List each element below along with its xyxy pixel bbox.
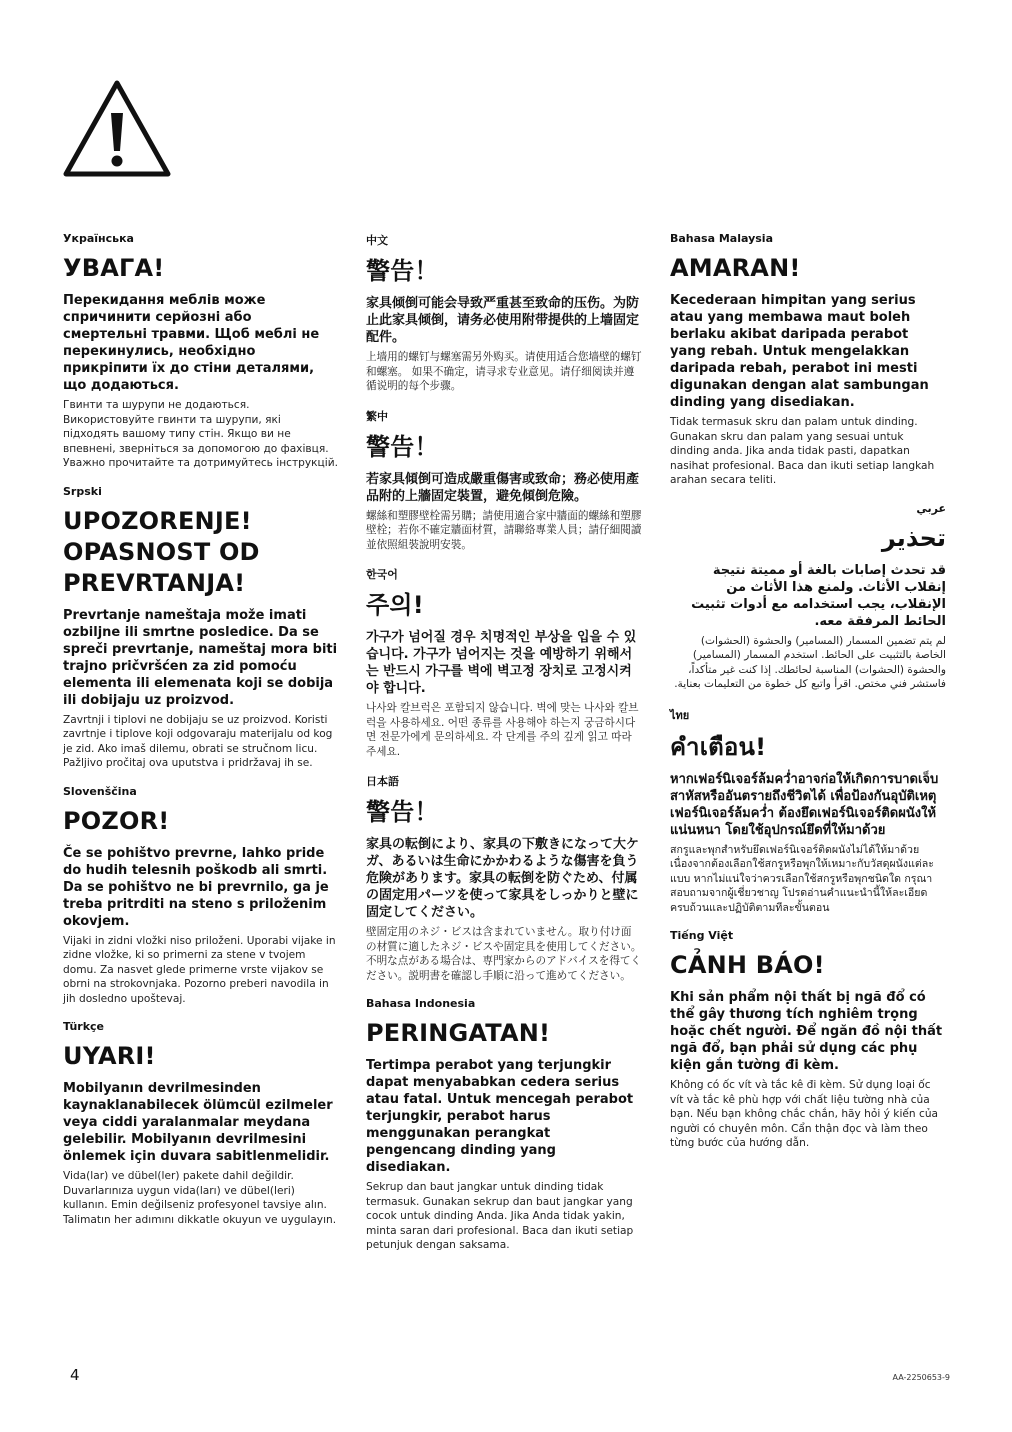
warning-heading: 警告！ xyxy=(366,432,439,461)
page-number: 4 xyxy=(70,1366,80,1384)
language-label: Slovenščina xyxy=(63,784,137,798)
language-label: Srpski xyxy=(63,484,102,498)
warning-bold-text: Kecederaan himpitan yang serius atau yang membawa maut boleh berlaku akibat daripada perabot yang rebah. Untuk mengelakkan daripada rebah, perabot ini mesti digunakan dengan alat sambungan dinding yang disediakan. xyxy=(670,293,929,410)
warning-bold-text: Mobilyanın devrilmesinden kaynaklanabilecek ölümcül ezilmeler veya ciddi yaralanmalar meydana gelebilir. Mobilyanın devrilmesini önlemek için duvara sabitlenmelidir. xyxy=(63,1081,333,1164)
warning-body-text: Không có ốc vít và tắc kê đi kèm. Sử dụng loại ốc vít và tắc kê phù hợp với chất liệu tường nhà của bạn. Nếu bạn không chắc chắn, hãy hỏi ý kiến của người có chuyên môn. Cẩn thận đọc và làm theo từng bước của hướng dẫn. xyxy=(670,1079,939,1149)
language-label: عربي xyxy=(916,501,946,515)
language-label: Bahasa Malaysia xyxy=(670,232,773,245)
language-label: 日本語 xyxy=(366,775,399,788)
column-right xyxy=(670,232,946,1165)
warning-body-text: 나사와 칼브럭은 포함되지 않습니다. 벽에 맞는 나사와 칼브럭을 사용하세요. 어떤 종류를 사용해야 하는지 궁금하시다면 전문가에게 문의하세요. 각 단계를 주의 깊게 읽고 따라 주세요. xyxy=(366,702,639,758)
section-chinese-simplified xyxy=(366,232,642,394)
warning-heading: 警告！ xyxy=(366,257,439,285)
language-label: Bahasa Indonesia xyxy=(366,997,476,1010)
warning-bold-text: Tertimpa perabot yang terjungkir dapat menyababkan cedera serius atau fatal. Untuk mencegah perabot terjungkir, perabot harus menggunakan perangkat pengencang dinding yang disediakan. xyxy=(366,1058,634,1175)
warning-heading: UYARI! xyxy=(63,1042,156,1070)
warning-heading: AMARAN! xyxy=(670,254,801,282)
warning-heading: PERINGATAN! xyxy=(366,1019,551,1047)
language-label: 한국어 xyxy=(366,568,398,581)
language-label: 繁中 xyxy=(366,409,388,423)
warning-heading: 警告！ xyxy=(366,798,439,826)
warning-body-text: 上墙用的螺钉与螺塞需另外购买。请使用适合您墙壁的螺钉和螺塞。 如果不确定，请寻求专业意见。请仔细阅读并遵循说明的每个步骤。 xyxy=(366,351,642,392)
warning-body-text: لم يتم تضمين المسمار (المسامير) والحشوة (الحشوات) الخاصة بالتثبيت على الحائط. استخدم المسمار (المسامير) والحشوة (الحشوات) المناسبة لحائطك. إذا كنت غير متأكداً، فاستشر فني مختص. اقرأ واتبع كل خطوة من التعليمات بعناية. xyxy=(674,634,946,690)
warning-bold-text: Khi sản phẩm nội thất bị ngã đổ có thể gây thương tích nghiêm trọng hoặc chết người. Để ngăn đồ nội thất ngã đổ, bạn phải sử dụng các phụ kiện gắn tường đi kèm. xyxy=(670,990,943,1073)
warning-bold-text: قد تحدث إصابات بالغة أو مميتة نتيجة إنقلاب الأثاث. ولمنع هذا الأثاث من الإنقلاب، يجب استخدامه مع أدوات تثبيت الحائط المرفقة معه. xyxy=(691,562,946,629)
warning-heading: УВАГА! xyxy=(63,254,165,282)
section-indonesian xyxy=(366,997,642,1253)
column-left xyxy=(63,232,339,1241)
warning-heading: คำเตือน! xyxy=(670,732,767,761)
column-middle xyxy=(366,232,642,1267)
warning-body-text: Vijaki in zidni vložki niso priloženi. Uporabi vijake in zidne vložke, ki so primerni za stene v tvojem domu. Za nasvet glede primerne vrste vijakov se obrni na strokovnjaka. Pozorno preberi navodila in jih dosledno upoštevaj. xyxy=(63,934,336,1005)
warning-body-text: Vida(lar) ve dübel(ler) pakete dahil değildir. Duvarlarınıza uygun vida(ları) ve dübel(leri) kullanın. Emin değilseniz profesyonel tavsiye alın. Talimatın her adımını dikkatle okuyun ve uygulayın. xyxy=(63,1170,337,1226)
warning-heading: تحذير xyxy=(881,523,946,552)
warning-bold-text: Če se pohištvo prevrne, lahko pride do hudih telesnih poškodb ali smrti. Da se pohištvo ne bi prevrnilo, ga je treba pritrditi na steno s priloženim okovjem. xyxy=(63,845,329,929)
warning-body-text: สกรูและพุกสำหรับยึดเฟอร์นิเจอร์ติดผนังไม่ได้ให้มาด้วย เนื่องจากต้องเลือกใช้สกรูหรือพุกให้เหมาะกับวัสดุผนังแต่ละแบบ หากไม่แน่ใจว่าควรเลือกใช้สกรูหรือพุกชนิดใด กรุณาสอบถามจากผู้เชี่ยวชาญ โปรดอ่านคำแนะนำนี้ให้ละเอียดครบถ้วนและปฏิบัติตามทีละขั้นตอน xyxy=(670,843,934,914)
language-label: Türkçe xyxy=(63,1020,105,1033)
section-vietnamese xyxy=(670,929,946,1151)
warning-bold-text: 가구가 넘어질 경우 치명적인 부상을 입을 수 있습니다. 가구가 넘어지는 것을 예방하기 위해서는 반드시 가구를 벽에 벽고정 장치로 고정시켜야 합니다. xyxy=(366,630,637,696)
section-arabic xyxy=(670,502,946,692)
warning-body-text: Zavrtnji i tiplovi ne dobijaju se uz proizvod. Koristi zavrtnje i tiplove koji odgovaraju materijalu od kog je zid. Ako imaš dilemu, obrati se stručnom licu. Pažljivo pročitaj ova uputstva i pridržavaj ih se. xyxy=(63,713,333,769)
section-japanese xyxy=(366,773,642,983)
warning-bold-text: Prevrtanje nameštaja može imati ozbiljne ili smrtne posledice. Da se spreči prevrtanje, nameštaj mora biti trajno pričvršćen za zid pomoću elementa ili elemenata koji se dobija ili dobijaju uz proizvod. xyxy=(63,607,338,708)
warning-bold-text: 家具の転倒により、家具の下敷きになって大ケガ、あるいは生命にかかわるような傷害を負う危険があります。家具の転倒を防ぐため、付属の固定用パーツを使って家具をしっかりと壁に固定してください。 xyxy=(366,837,640,920)
section-slovenian xyxy=(63,785,339,1007)
section-ukrainian xyxy=(63,232,339,471)
language-label: Українська xyxy=(63,232,134,245)
warning-body-text: Sekrup dan baut jangkar untuk dinding tidak termasuk. Gunakan sekrup dan baut jangkar yang cocok untuk dinding Anda. Jika Anda tidak yakin, minta saran dari profesional. Baca dan ikuti setiap petunjuk dengan saksama. xyxy=(366,1181,634,1251)
language-label: Tiếng Việt xyxy=(670,929,734,942)
section-thai xyxy=(670,706,946,916)
section-malay xyxy=(670,232,946,488)
warning-bold-text: 家具倾倒可能会导致严重甚至致命的压伤。为防止此家具倾倒，请务必使用附带提供的上墙固定配件。 xyxy=(366,296,640,345)
warning-heading: 주의! xyxy=(366,591,424,619)
warning-heading: UPOZORENJE! OPASNOST OD PREVRTANJA! xyxy=(63,506,260,597)
warning-bold-text: หากเฟอร์นิเจอร์ล้มคว่ำอาจก่อให้เกิดการบาดเจ็บสาหัสหรืออันตรายถึงชีวิตได้ เพื่อป้องกันอุบัติเหตุเฟอร์นิเจอร์ล้มคว่ำ ต้องยึดเฟอร์นิเจอร์ติดผนังให้แน่นหนา โดยใช้อุปกรณ์ยึดที่ให้มาด้วย xyxy=(670,771,939,838)
warning-body-text: 壁固定用のネジ・ビスは含まれていません。取り付け面の材質に適したネジ・ビスや固定具を使用してください。不明な点がある場合は、専門家からのアドバイスを得てください。説明書を確認し手順に沿って進めてください。 xyxy=(366,926,642,982)
section-serbian xyxy=(63,485,339,771)
document-code: AA-2250653-9 xyxy=(892,1373,950,1382)
warning-heading: CẢNH BÁO! xyxy=(670,951,825,979)
warning-body-text: 螺絲和塑膠壁栓需另購；請使用適合家中牆面的螺絲和塑膠壁栓；若你不確定牆面材質，請聯絡專業人員；請仔細閱讀並依照組裝說明安裝。 xyxy=(366,509,642,551)
warning-bold-text: 若家具傾倒可造成嚴重傷害或致命；務必使用產品附的上牆固定裝置，避免傾倒危險。 xyxy=(366,471,640,504)
warning-bold-text: Перекидання меблів може спричинити серйозні або смертельні травми. Щоб меблі не перекинулись, необхідно прикріпити їх до стіни деталями, що додаються. xyxy=(63,293,320,393)
section-chinese-traditional xyxy=(366,408,642,553)
warning-body-text: Гвинти та шурупи не додаються. Використовуйте гвинти та шурупи, які підходять вашому типу стін. Якщо ви не впевнені, зверніться за допомогою до фахівця. Уважно прочитайте та дотримуйтесь інструкцій. xyxy=(63,399,338,469)
warning-heading: POZOR! xyxy=(63,806,170,835)
warning-body-text: Tidak termasuk skru dan palam untuk dinding. Gunakan skru dan palam yang sesuai untuk dinding anda. Jika anda tidak pasti, dapatkan nasihat profesional. Baca dan ikuti setiap langkah arahan secara teliti. xyxy=(670,416,935,486)
section-turkish xyxy=(63,1020,339,1227)
language-label: ไทย xyxy=(670,708,690,722)
section-korean xyxy=(366,566,642,759)
warning-triangle-icon xyxy=(60,76,174,180)
language-label: 中文 xyxy=(366,234,388,247)
